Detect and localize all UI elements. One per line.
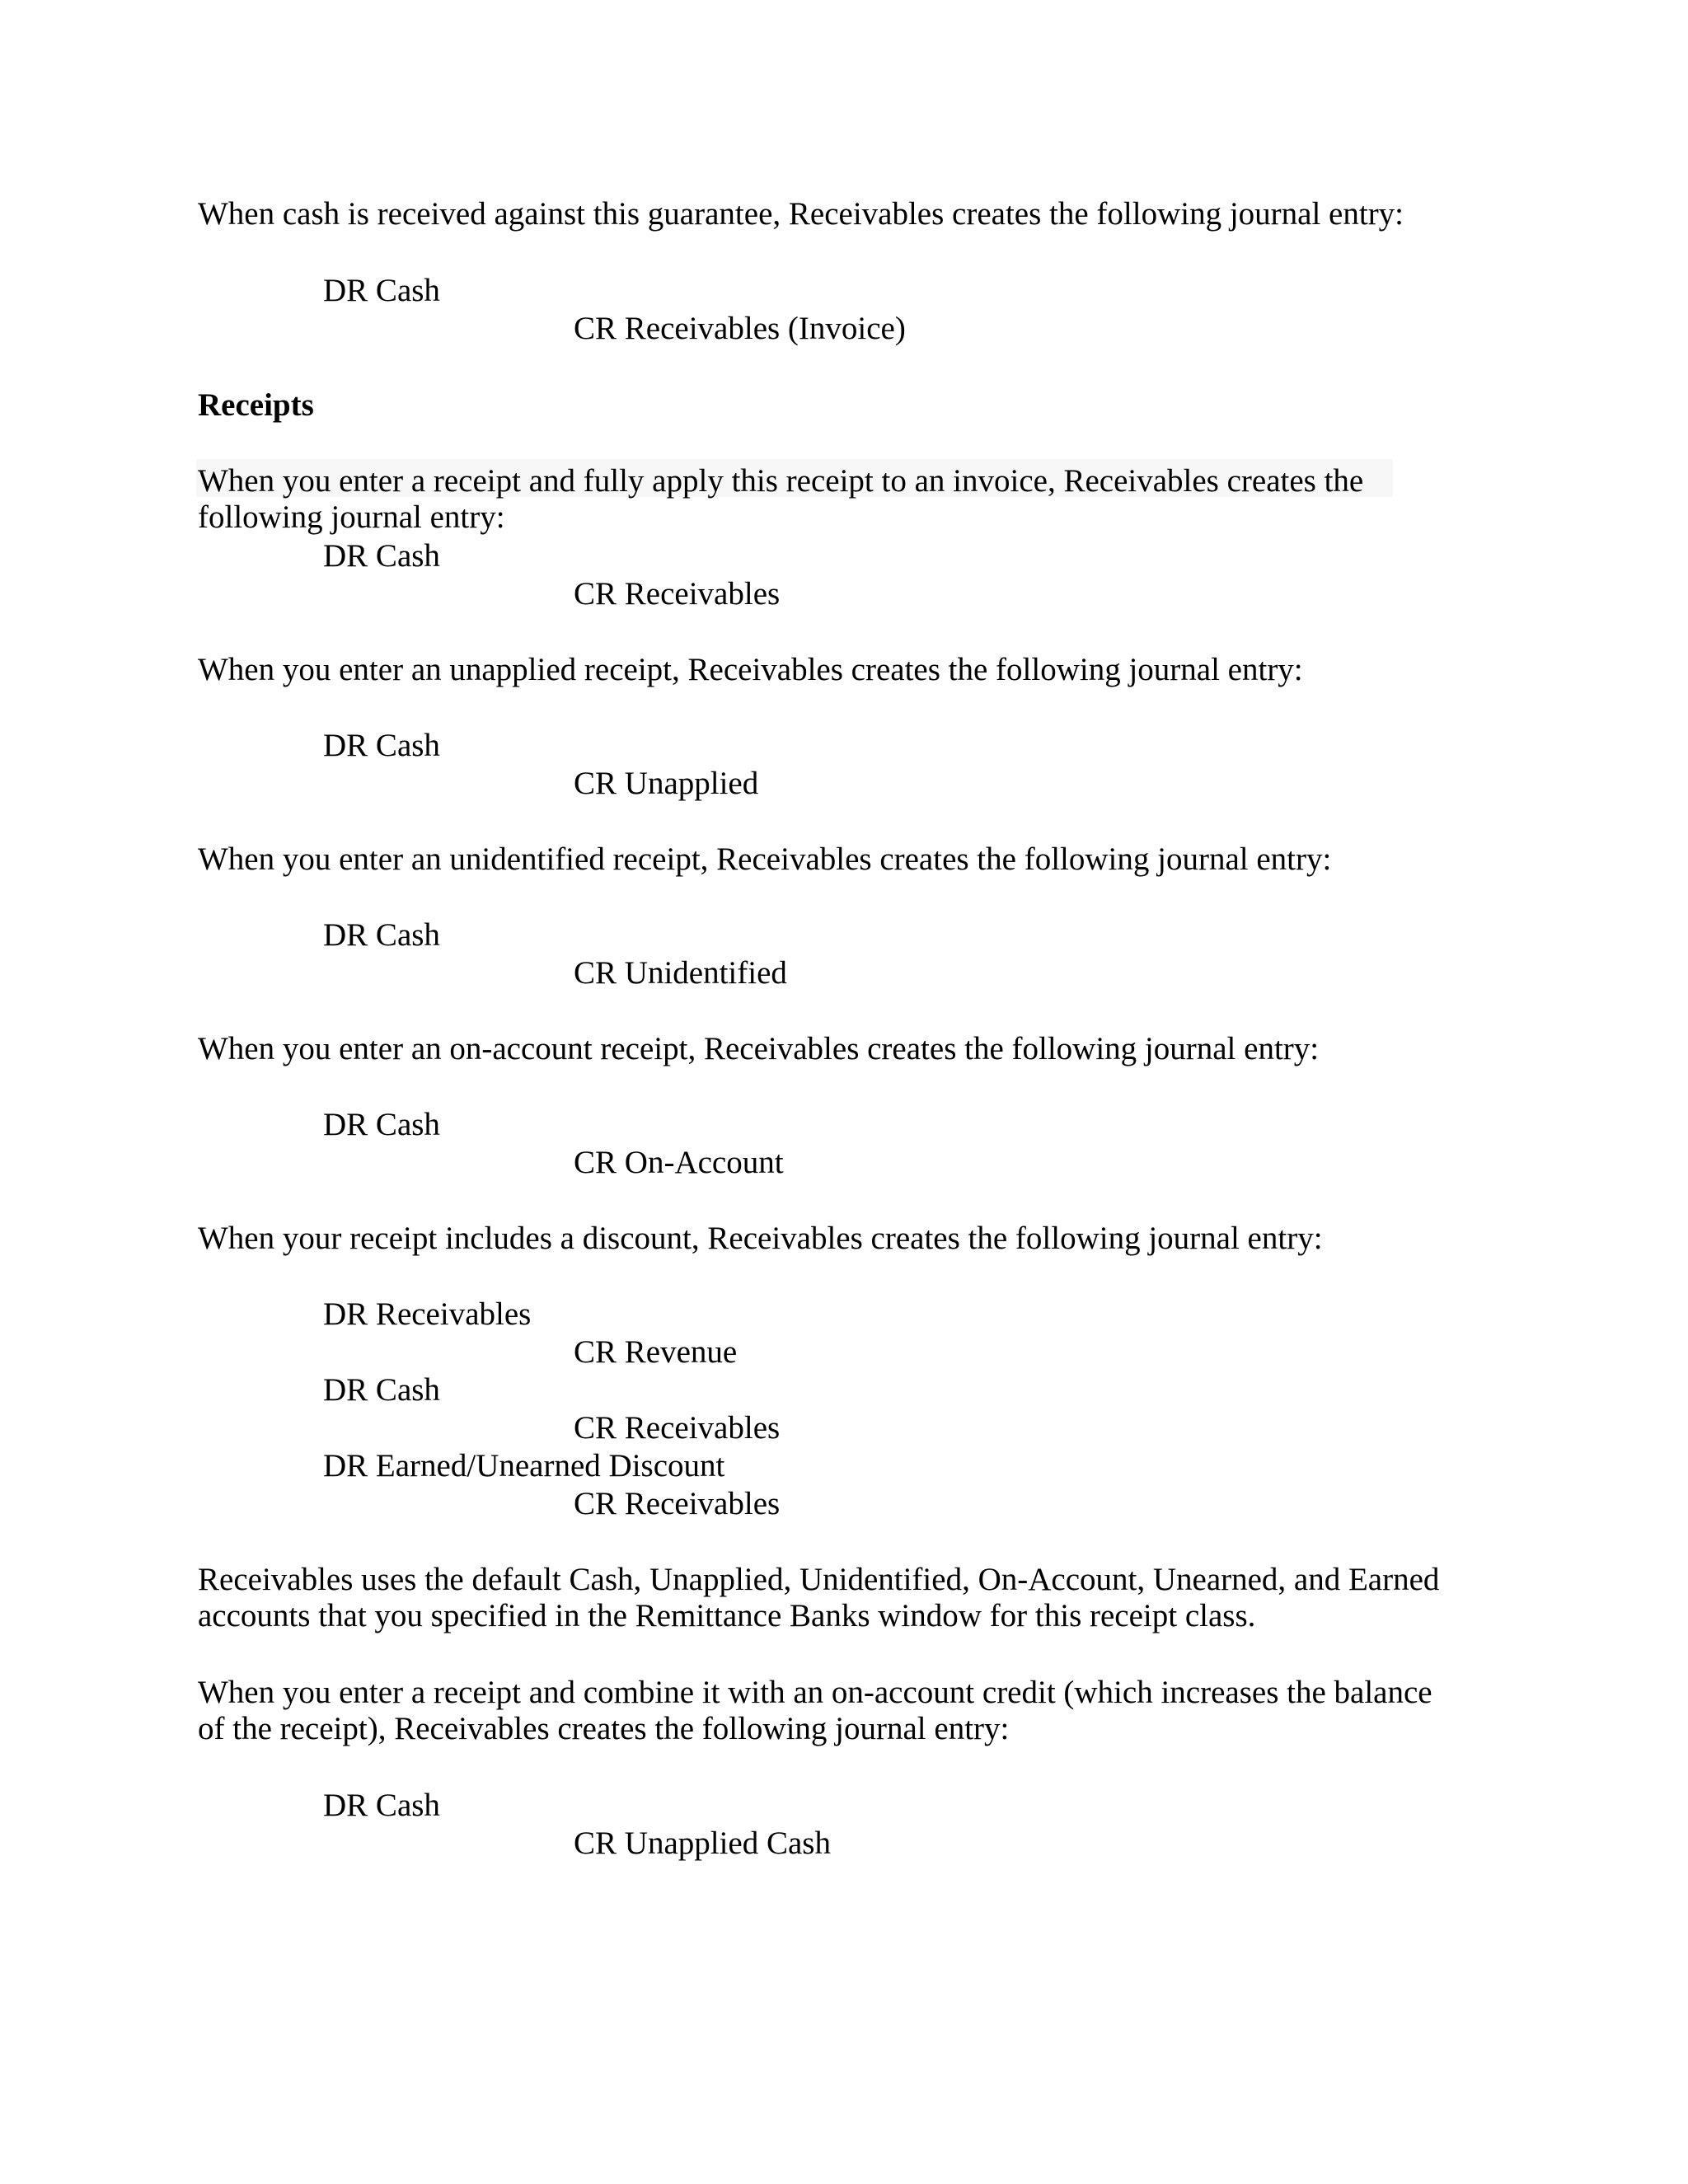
- s6-paragraph-line-1: Receivables uses the default Cash, Unapplied, Unidentified, On-Account, Unearned, and Earned: [198, 1562, 1440, 1597]
- s3-paragraph: When you enter an unidentified receipt, Receivables creates the following journal entry:: [198, 841, 1332, 877]
- s2-debit-line: DR Cash: [323, 728, 440, 763]
- intro-credit-line: CR Receivables (Invoice): [574, 311, 906, 346]
- s1-credit-line: CR Receivables: [574, 576, 781, 612]
- s1-debit-line: DR Cash: [323, 538, 440, 574]
- s7-debit-line: DR Cash: [323, 1788, 440, 1823]
- intro-debit-line: DR Cash: [323, 273, 440, 308]
- s7-credit-line: CR Unapplied Cash: [574, 1825, 831, 1861]
- s6-paragraph-line-2: accounts that you specified in the Remittance Banks window for this receipt class.: [198, 1598, 1256, 1633]
- s5-credit-line-1: CR Revenue: [574, 1334, 738, 1370]
- s3-credit-line: CR Unidentified: [574, 955, 787, 991]
- s7-paragraph-line-2: of the receipt), Receivables creates the following journal entry:: [198, 1711, 1010, 1746]
- s5-debit-line-1: DR Receivables: [323, 1296, 532, 1332]
- s4-paragraph: When you enter an on-account receipt, Receivables creates the following journal entry:: [198, 1031, 1320, 1066]
- s2-credit-line: CR Unapplied: [574, 766, 759, 801]
- s5-paragraph: When your receipt includes a discount, Receivables creates the following journal entry:: [198, 1221, 1323, 1256]
- s5-credit-line-3: CR Receivables: [574, 1486, 781, 1521]
- s3-debit-line: DR Cash: [323, 917, 440, 953]
- s1-paragraph-line-2: following journal entry:: [198, 499, 505, 535]
- s5-credit-line-2: CR Receivables: [574, 1410, 781, 1446]
- s4-debit-line: DR Cash: [323, 1107, 440, 1142]
- s5-debit-line-2: DR Cash: [323, 1372, 440, 1408]
- intro-paragraph: When cash is received against this guarantee, Receivables creates the following journal entry:: [198, 196, 1404, 232]
- s2-paragraph: When you enter an unapplied receipt, Receivables creates the following journal entry:: [198, 652, 1303, 687]
- s5-debit-line-3: DR Earned/Unearned Discount: [323, 1448, 725, 1483]
- s7-paragraph-line-1: When you enter a receipt and combine it with an on-account credit (which increases the balance: [198, 1675, 1432, 1710]
- s4-credit-line: CR On-Account: [574, 1145, 784, 1180]
- s1-paragraph-line-1: When you enter a receipt and fully apply this receipt to an invoice, Receivables creates the: [198, 463, 1364, 499]
- section-heading: Receipts: [198, 387, 314, 423]
